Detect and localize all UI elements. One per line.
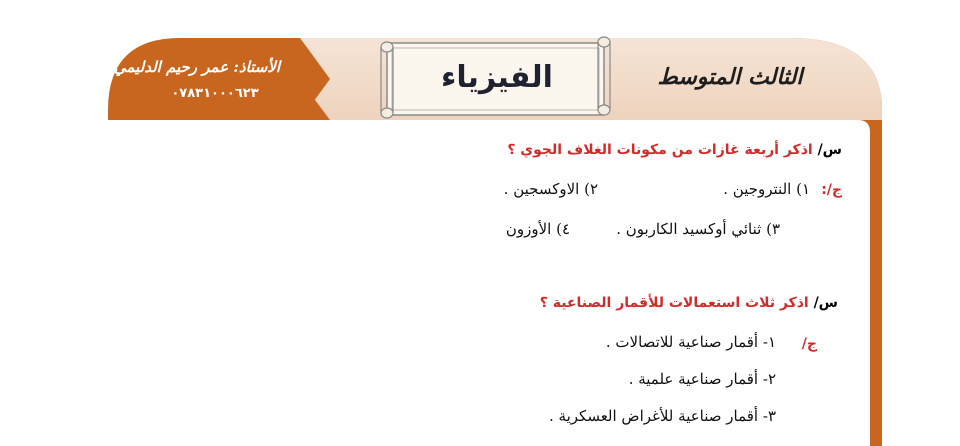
answer-1-item-1: ١) النتروجين . — [723, 180, 810, 198]
page-title: الفيزياء — [441, 60, 553, 95]
answer-2-item-2: ٢- أقمار صناعية علمية . — [628, 370, 776, 388]
question-1 — [507, 142, 842, 158]
author-name: الأستاذ: عمر رحيم الدليمي — [113, 58, 280, 76]
answer-1-item-4: ٤) الأوزون — [505, 220, 570, 238]
question-2-text: اذكر ثلاث استعمالات للأقمار الصناعية ؟ — [539, 295, 809, 311]
question-1-prefix: س/ — [817, 142, 842, 158]
answer-2-label: ج/ — [801, 336, 817, 352]
question-1-text: اذكر أربعة غازات من مكونات الغلاف الجوي ؟ — [507, 142, 813, 158]
answer-2-item-1: ١- أقمار صناعية للاتصالات . — [605, 333, 776, 351]
content-panel — [108, 120, 870, 446]
answer-1-item-3: ٣) ثنائي أوكسيد الكاربون . — [616, 220, 780, 238]
question-2-prefix: س/ — [813, 295, 838, 311]
answer-2-item-3: ٣- أقمار صناعية للأغراض العسكرية . — [549, 407, 776, 425]
answer-1-label: ج/: — [821, 182, 842, 198]
author-phone: ٠٧٨٣١٠٠٠٦٢٣ — [171, 86, 259, 101]
answer-1-item-2: ٢) الاوكسجين . — [503, 180, 598, 198]
grade-label: الثالث المتوسط — [657, 64, 803, 90]
question-2 — [540, 295, 838, 311]
